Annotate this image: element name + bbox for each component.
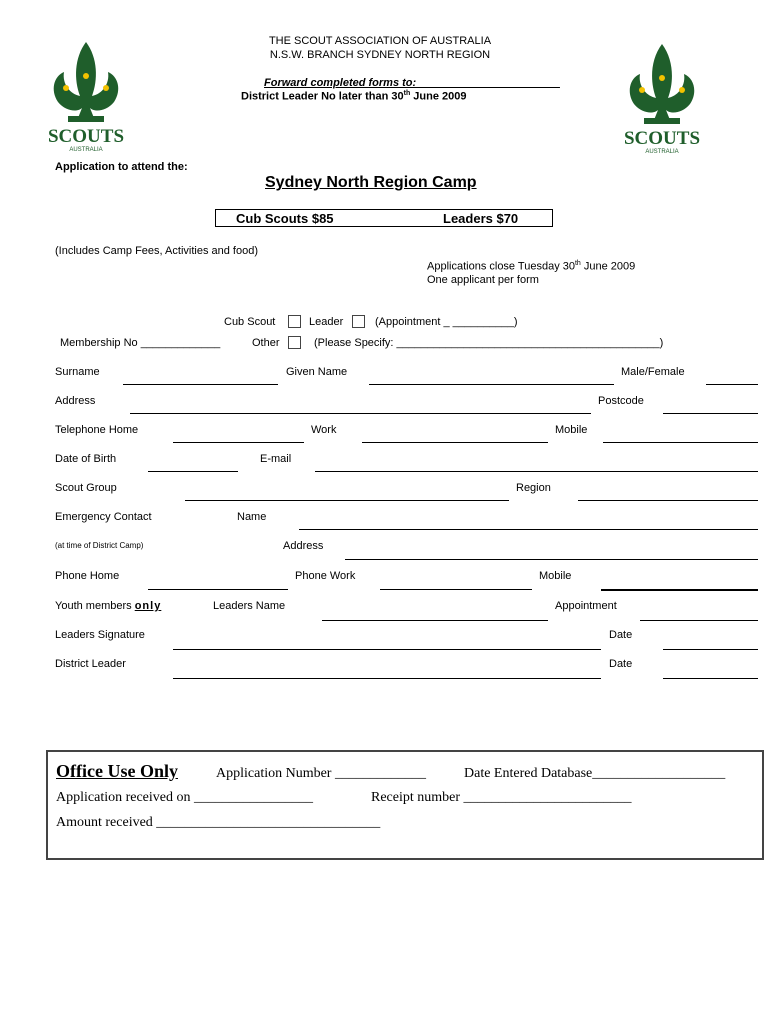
leader-label: Leader	[309, 316, 344, 328]
work-label: Work	[311, 424, 337, 436]
emergency-address-label: Address	[283, 540, 324, 552]
work-input-line[interactable]	[362, 442, 548, 443]
district-leader-input-line[interactable]	[173, 678, 601, 679]
emergency-address-input-line[interactable]	[345, 559, 758, 560]
appointment-label: Appointment	[555, 600, 617, 612]
one-applicant-note: One applicant per form	[427, 274, 539, 286]
svg-text:AUSTRALIA: AUSTRALIA	[69, 147, 103, 153]
youth-members-label: Youth members only	[55, 600, 162, 612]
leaders-name-label: Leaders Name	[213, 600, 286, 612]
scout-group-label: Scout Group	[55, 482, 117, 494]
appointment-input-line[interactable]	[640, 620, 758, 621]
other-label: Other	[252, 337, 280, 349]
svg-text:AUSTRALIA: AUSTRALIA	[645, 149, 679, 155]
surname-label: Surname	[55, 366, 100, 378]
region-input-line[interactable]	[578, 500, 758, 501]
cub-scout-label: Cub Scout	[224, 316, 276, 328]
date-input-line[interactable]	[663, 649, 758, 650]
office-use-box	[46, 750, 764, 860]
emergency-name-label: Name	[237, 511, 267, 523]
includes-note: (Includes Camp Fees, Activities and food)	[55, 245, 258, 257]
dob-input-line[interactable]	[148, 471, 238, 472]
leaders-signature-label: Leaders Signature	[55, 629, 145, 641]
mobile2-input-line[interactable]	[601, 589, 758, 591]
price-box	[215, 209, 553, 227]
date-label: Date	[609, 629, 633, 641]
at-time-note: (at time of District Camp)	[55, 541, 144, 550]
mobile2-label: Mobile	[539, 570, 572, 582]
telephone-home-input-line[interactable]	[173, 442, 304, 443]
membership-no-field[interactable]: Membership No _____________	[60, 337, 221, 349]
deadline-text: District Leader No later than 30th June 2009	[241, 90, 467, 103]
given-name-label: Given Name	[286, 366, 348, 378]
leaders-name-input-line[interactable]	[322, 620, 548, 621]
receipt-number-field[interactable]: Receipt number ________________________	[371, 790, 632, 805]
district-leader-label: District Leader	[55, 658, 126, 670]
phone-home-input-line[interactable]	[148, 589, 288, 590]
other-checkbox[interactable]	[288, 336, 301, 349]
email-input-line[interactable]	[315, 471, 758, 472]
address-input-line[interactable]	[130, 413, 591, 414]
date2-input-line[interactable]	[663, 678, 758, 679]
address-label: Address	[55, 395, 96, 407]
phone-work-input-line[interactable]	[380, 589, 532, 590]
male-female-input-line[interactable]	[706, 384, 758, 385]
scout-group-input-line[interactable]	[185, 500, 509, 501]
leaders-signature-input-line[interactable]	[173, 649, 601, 650]
cub-scout-checkbox[interactable]	[288, 315, 301, 328]
mobile-input-line[interactable]	[603, 442, 758, 443]
emergency-contact-label: Emergency Contact	[55, 511, 152, 523]
surname-input-line[interactable]	[123, 384, 278, 385]
svg-text:SCOUTS: SCOUTS	[623, 128, 701, 149]
org-line-1: THE SCOUT ASSOCIATION OF AUSTRALIA	[268, 35, 492, 47]
svg-text:SCOUTS: SCOUTS	[47, 126, 125, 147]
camp-title: Sydney North Region Camp	[265, 174, 477, 191]
dob-label: Date of Birth	[55, 453, 117, 465]
appointment-field[interactable]: (Appointment _ __________)	[375, 316, 518, 328]
org-line-2: N.S.W. BRANCH SYDNEY NORTH REGION	[269, 49, 491, 61]
region-label: Region	[516, 482, 551, 494]
phone-work-label: Phone Work	[295, 570, 356, 582]
postcode-input-line[interactable]	[663, 413, 758, 414]
postcode-label: Postcode	[598, 395, 644, 407]
application-number-field[interactable]: Application Number _____________	[216, 766, 426, 781]
given-name-input-line[interactable]	[369, 384, 614, 385]
scouts-logo-right	[620, 42, 704, 156]
applications-close: Applications close Tuesday 30th June 2009	[427, 260, 636, 273]
emergency-name-input-line[interactable]	[299, 529, 758, 530]
male-female-label: Male/Female	[621, 366, 685, 378]
email-label: E-mail	[260, 453, 292, 465]
amount-received-field[interactable]: Amount received ________________________________	[56, 815, 381, 830]
received-on-field[interactable]: Application received on _________________	[56, 790, 314, 805]
date2-label: Date	[609, 658, 633, 670]
price-leader: Leaders $70	[443, 211, 519, 226]
please-specify-field[interactable]: (Please Specify: ___________________________________________)	[314, 337, 664, 349]
apply-label: Application to attend the:	[55, 161, 188, 173]
telephone-home-label: Telephone Home	[55, 424, 139, 436]
date-entered-field[interactable]: Date Entered Database___________________	[464, 766, 726, 781]
scouts-logo-left	[44, 40, 128, 154]
mobile-label: Mobile	[555, 424, 588, 436]
forward-to-label: Forward completed forms to: _______________________	[264, 77, 560, 89]
phone-home-label: Phone Home	[55, 570, 120, 582]
office-use-title: Office Use Only	[56, 761, 178, 781]
price-cub: Cub Scouts $85	[236, 211, 334, 226]
leader-checkbox[interactable]	[352, 315, 365, 328]
